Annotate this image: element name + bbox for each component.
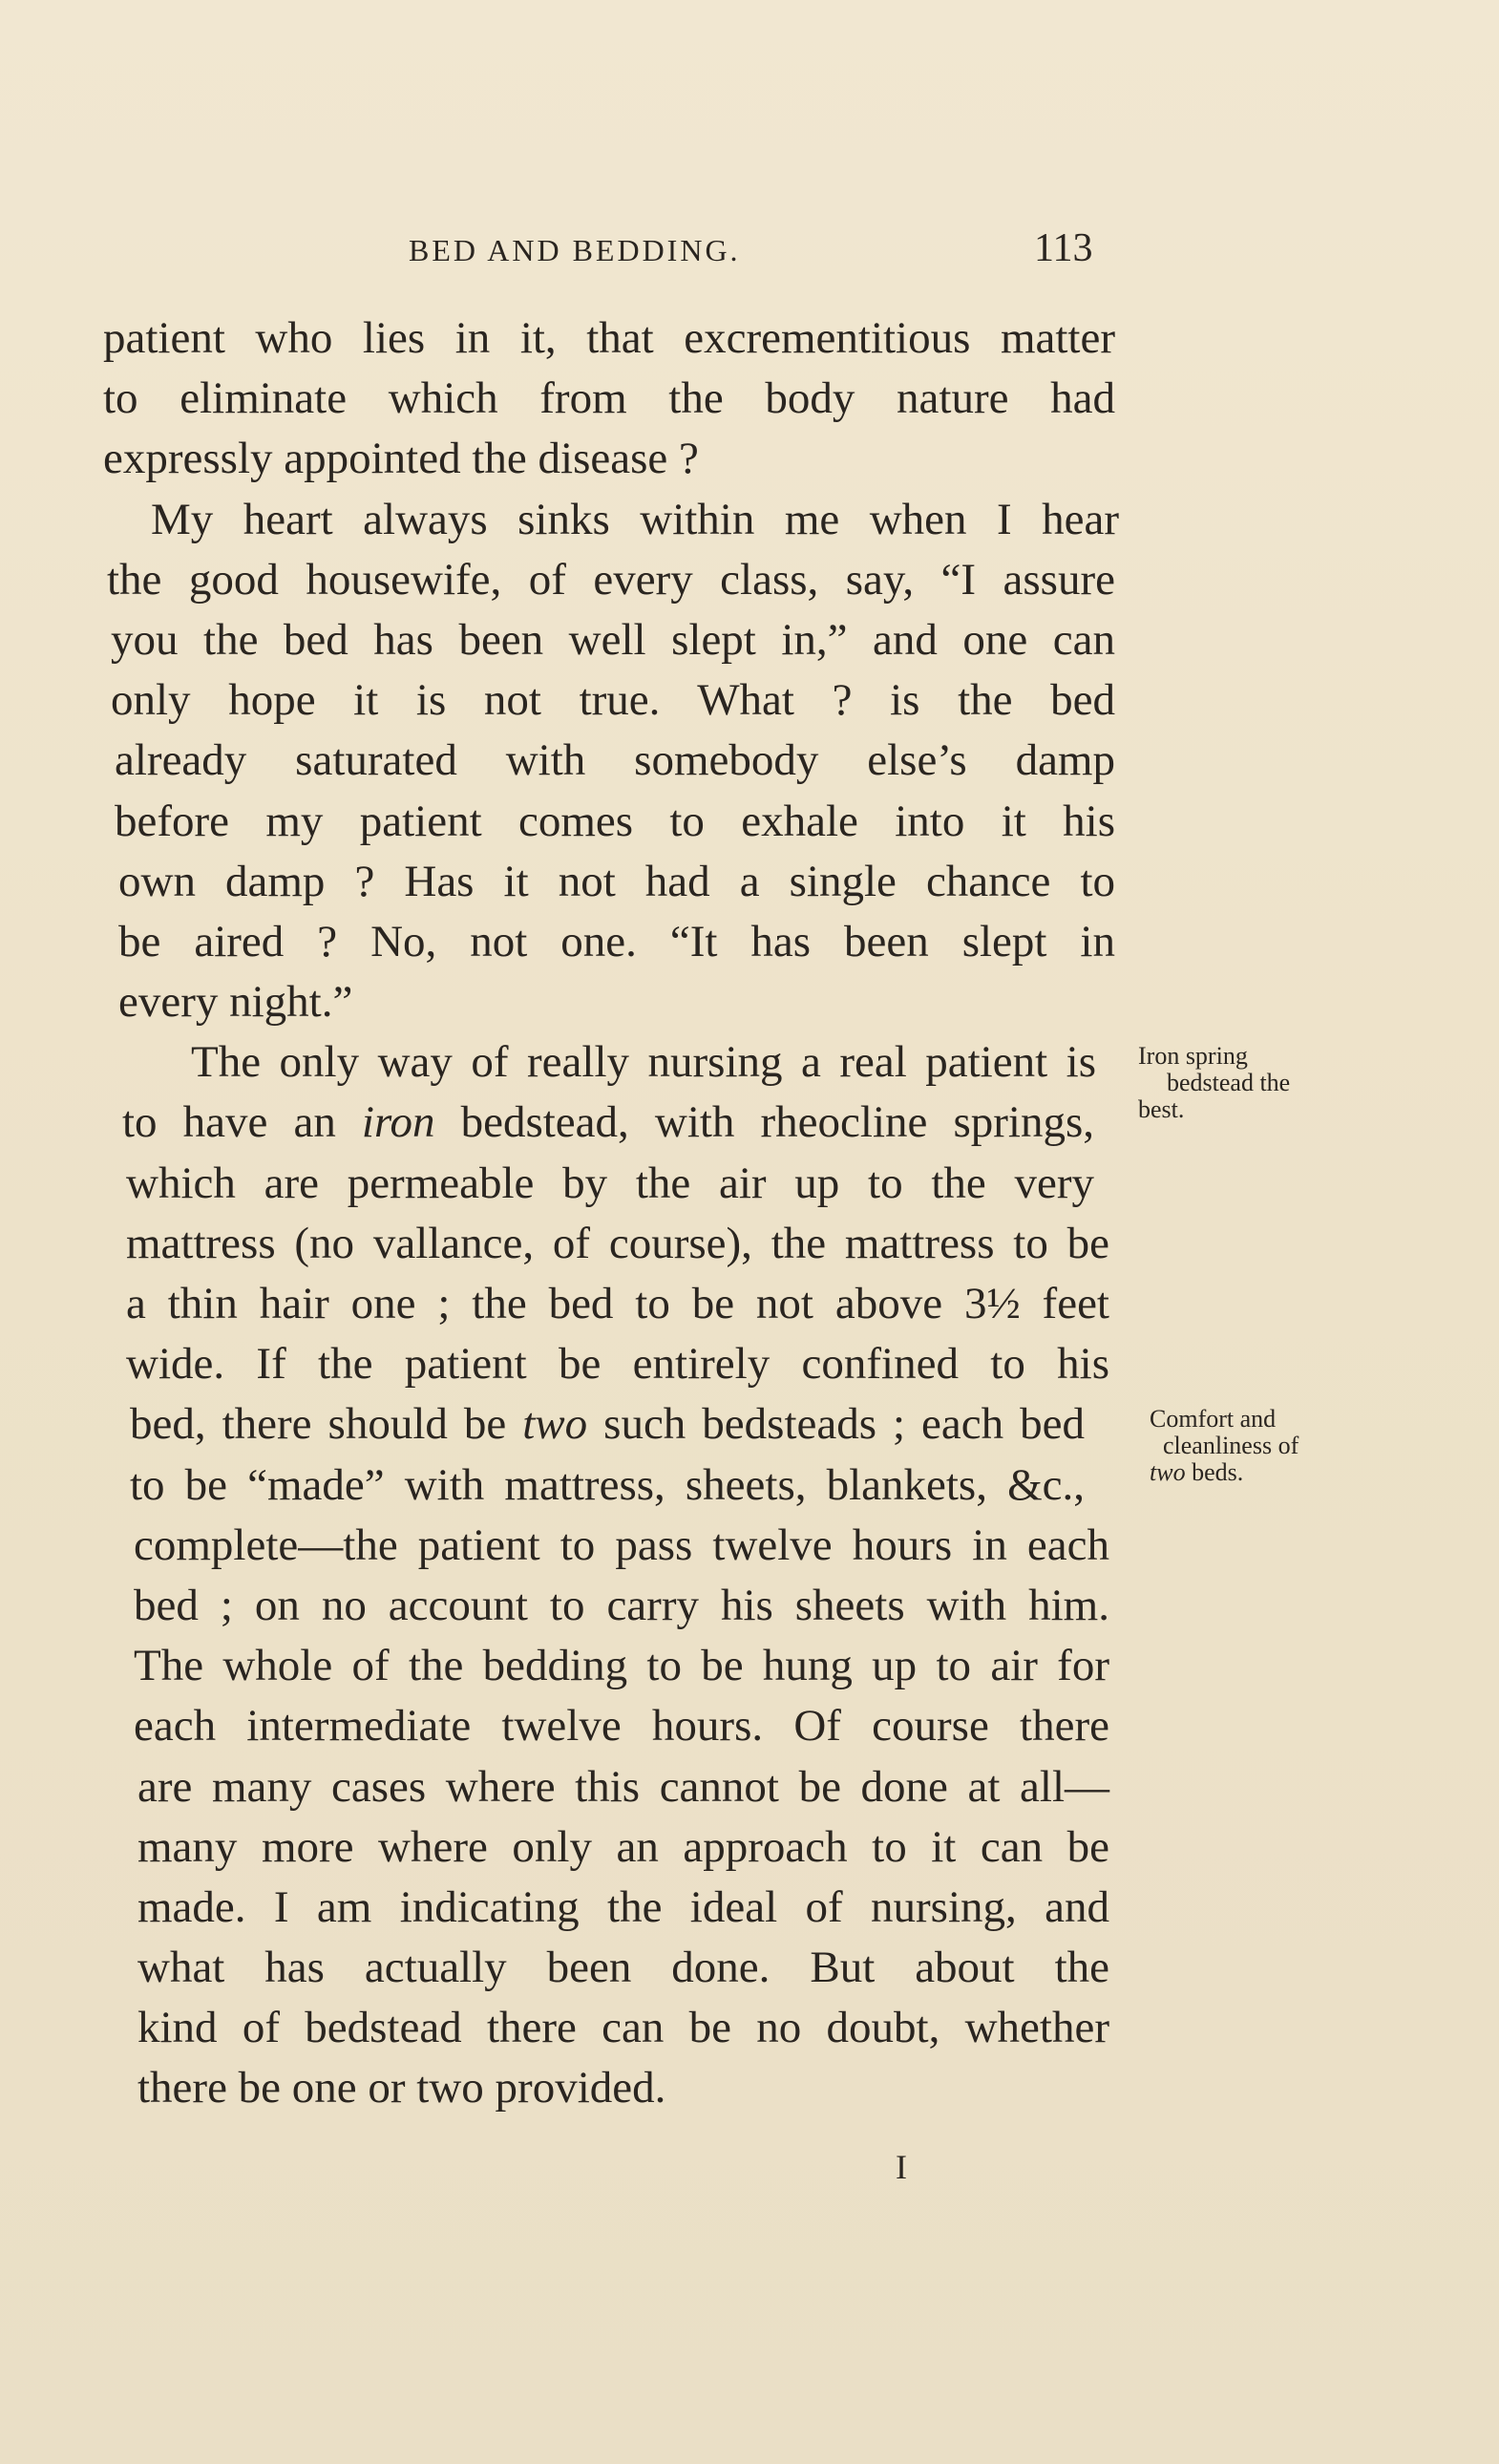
text-line: what has actually been done. But about the <box>137 1943 1109 1993</box>
text-line: there be one or two provided. <box>137 2063 666 2114</box>
text-run: beds. <box>1185 1458 1244 1486</box>
italic-word: iron <box>361 1097 435 1148</box>
text-line: My heart always sinks within me when I hear <box>151 494 1119 544</box>
text-line: every night.” <box>118 977 353 1028</box>
page-number: 113 <box>1034 226 1093 270</box>
body-text <box>103 308 1134 2119</box>
margin-note-line <box>1150 1459 1298 1486</box>
text-line: made. I am indicating the ideal of nursing, and <box>137 1881 1109 1932</box>
text-line: you the bed has been well slept in,” and one can <box>111 614 1115 665</box>
text-line: are many cases where this cannot be done at all— <box>137 1761 1109 1812</box>
page-header <box>103 225 1106 283</box>
margin-note-line: bedstead the <box>1167 1069 1291 1096</box>
margin-note-comfort <box>1150 1406 1298 1486</box>
text-run: such bedsteads ; each bed <box>587 1399 1085 1450</box>
margin-note-line: cleanliness of <box>1163 1432 1299 1459</box>
signature-mark: I <box>896 2148 907 2186</box>
text-line: bed ; on no account to carry his sheets with him. <box>134 1580 1109 1630</box>
text-run: to have an <box>122 1097 362 1148</box>
margin-note-iron-spring <box>1138 1043 1290 1123</box>
text-line: expressly appointed the disease ? <box>103 434 699 484</box>
running-head: BED AND BEDDING. <box>409 233 741 267</box>
text-run: bed, there should be <box>130 1399 523 1450</box>
text-line: to be “made” with mattress, sheets, blankets, &c., <box>130 1459 1085 1510</box>
text-line: many more where only an approach to it can be <box>137 1821 1109 1872</box>
text-line: only hope it is not true. What ? is the bed <box>111 675 1115 726</box>
text-line: mattress (no vallance, of course), the mattress to be <box>126 1218 1109 1268</box>
italic-word: two <box>1150 1458 1186 1486</box>
text-line: to eliminate which from the body nature had <box>103 373 1115 424</box>
margin-note-line: best. <box>1138 1095 1185 1123</box>
text-line <box>103 1394 1085 1455</box>
text-line: each intermediate twelve hours. Of course there <box>134 1701 1109 1752</box>
margin-note-line: Comfort and <box>1150 1405 1277 1433</box>
text-line: already saturated with somebody else’s damp <box>115 735 1115 786</box>
text-line: complete—the patient to pass twelve hours in each <box>134 1519 1109 1570</box>
text-run: bedstead, with rheocline springs, <box>434 1097 1094 1148</box>
italic-word: two <box>522 1399 588 1450</box>
text-line: wide. If the patient be entirely confined to his <box>126 1339 1109 1390</box>
text-line: kind of bedstead there can be no doubt, whether <box>137 2003 1109 2053</box>
text-line <box>103 1093 1094 1153</box>
margin-note-line: Iron spring <box>1138 1042 1248 1070</box>
text-line: patient who lies in it, that excrementitious matter <box>103 313 1115 363</box>
text-line: The only way of really nursing a real patient is <box>191 1037 1096 1088</box>
text-line: a thin hair one ; the bed to be not above 3½ feet <box>126 1279 1109 1328</box>
text-line: be aired ? No, not one. “It has been slept in <box>118 916 1115 966</box>
text-line: the good housewife, of every class, say, “I assure <box>107 554 1115 605</box>
text-line: which are permeable by the air up to the very <box>126 1158 1094 1208</box>
text-line: before my patient comes to exhale into it his <box>115 796 1115 846</box>
text-line: The whole of the bedding to be hung up to air for <box>134 1641 1109 1691</box>
text-line: own damp ? Has it not had a single chance to <box>118 856 1115 906</box>
